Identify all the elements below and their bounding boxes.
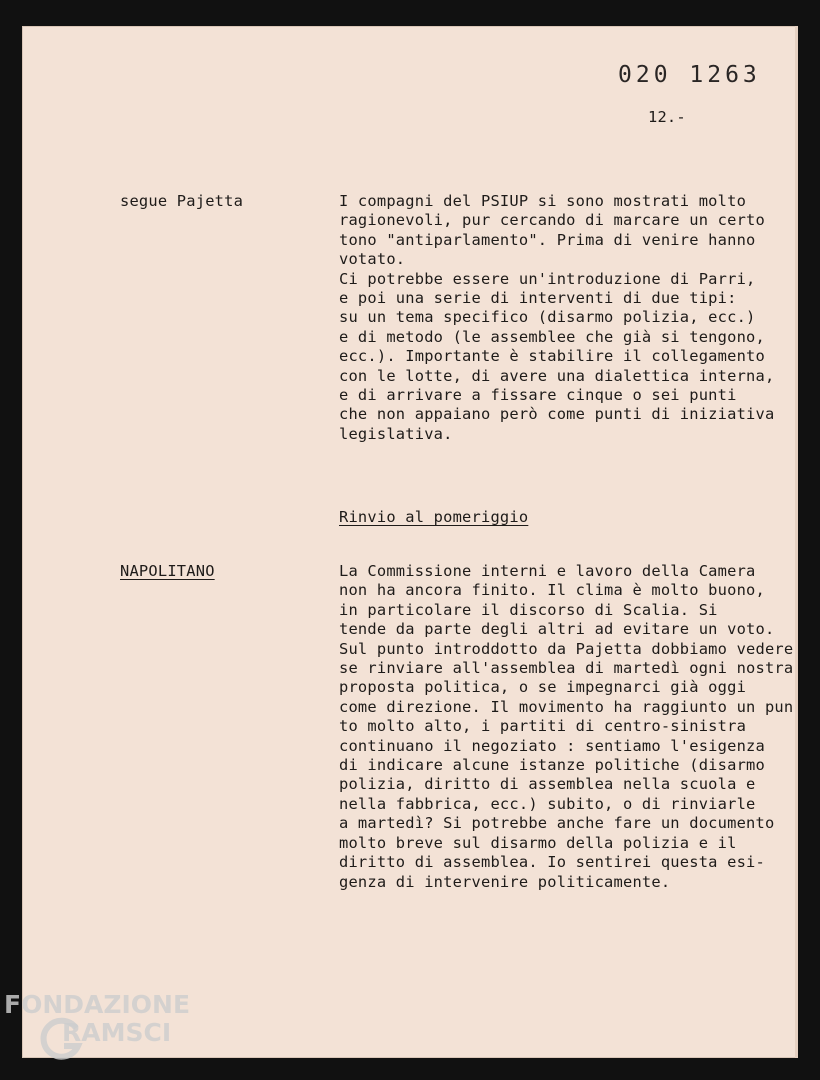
section-heading: Rinvio al pomeriggio (339, 508, 529, 526)
page-edge (795, 26, 798, 1058)
speech-text: I compagni del PSIUP si sono mostrati molto ragionevoli, pur cercando di marcare un certo tono "antiparlamento". Prima di venire hanno votato. Ci potrebbe essere un'introduzione di Parri, e poi una serie di interventi di due tipi: su un tema specifico (disarmo polizia, ecc.) e di metodo (le assemblee che già si tengono, ecc.). Importante è stabilire il collegamento con le lotte, di avere una dialettica interna, e di arrivare a fissare cinque o sei punti che non appaiano però come punti di iniziativa legislativa. (339, 192, 775, 443)
fondazione-gramsci-watermark (4, 990, 204, 1070)
speaker-label: NAPOLITANO (120, 562, 215, 580)
archive-stamp-number: 020 1263 (618, 62, 761, 88)
watermark-line1: FONDAZIONE (4, 990, 191, 1019)
page-number: 12.- (648, 108, 686, 126)
speaker-label: segue Pajetta (120, 192, 244, 210)
watermark-line2: RAMSCI (62, 1018, 172, 1047)
document-page (22, 26, 798, 1058)
speech-text: La Commissione interni e lavoro della Camera non ha ancora finito. Il clima è molto buono, in particolare il discorso di Scalia. Si tende da parte degli altri ad evitare un voto. Sul punto introddotto da Pajetta dobbiamo vedere se rinviare all'assemblea di martedì ogni nostra proposta politica, o se impegnarci già oggi come direzione. Il movimento ha raggiunto un pun to molto alto, i partiti di centro-sinistra continuano il negoziato : sentiamo l'esigenza di indicare alcune istanze politiche (disarmo polizia, diritto di assemblea nella scuola e nella fabbrica, ecc.) subito, o di rinviarle a martedì? Si potrebbe anche fare un documento molto breve sul disarmo della polizia e il diritto di assemblea. Io sentirei questa esi- genza di intervenire politicamente. (339, 562, 794, 891)
